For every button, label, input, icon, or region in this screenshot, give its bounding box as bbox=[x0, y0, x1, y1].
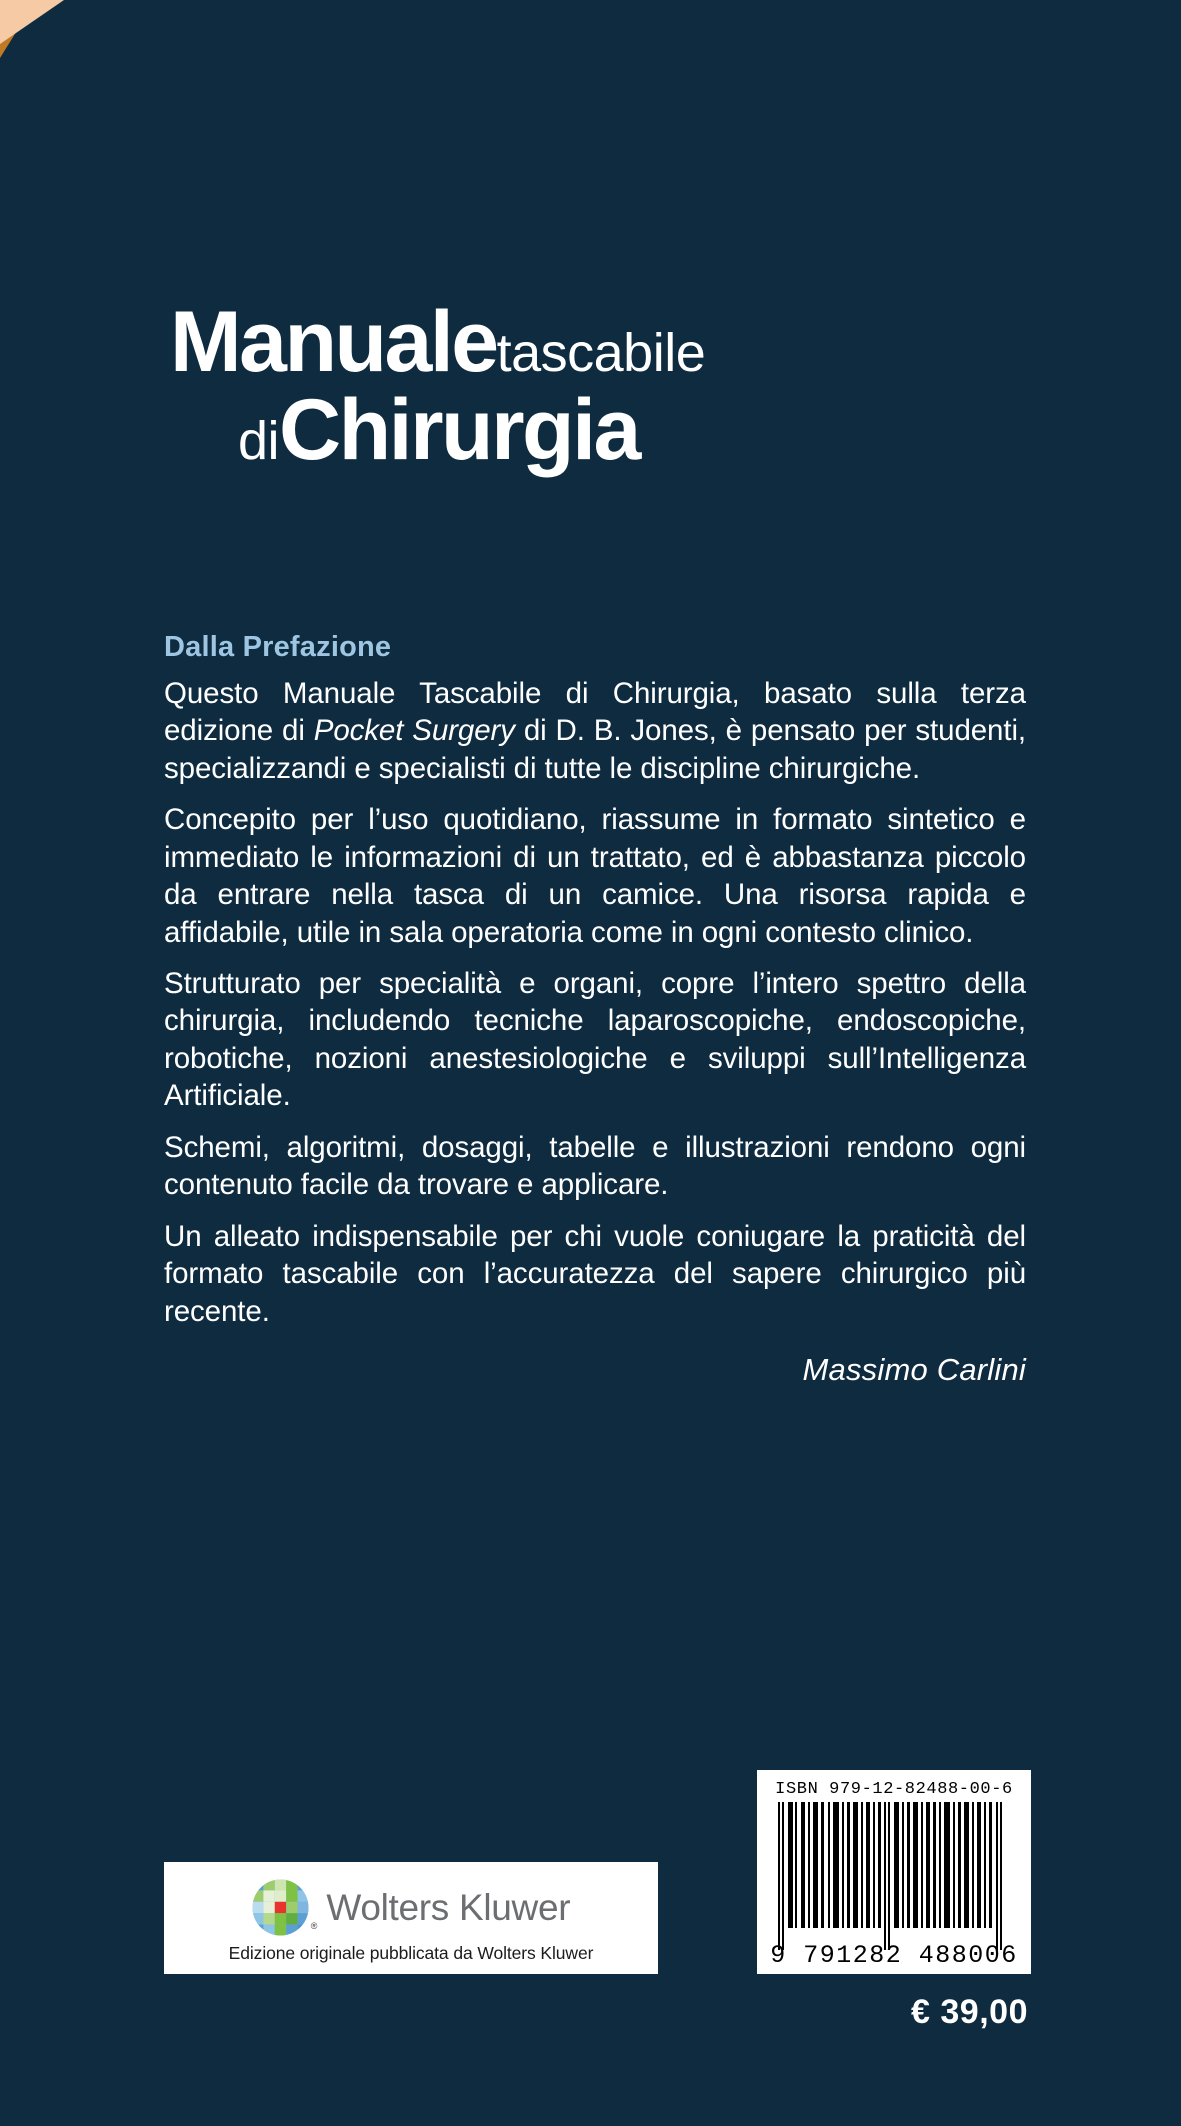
title-word-manuale: Manuale bbox=[170, 294, 497, 390]
publisher-caption: Edizione originale pubblicata da Wolters Kluwer bbox=[228, 1942, 594, 1963]
preface-paragraph-1 bbox=[164, 675, 1026, 787]
isbn-label: ISBN 979-12-82488-00-6 bbox=[775, 1780, 1013, 1799]
title-word-chirurgia: Chirurgia bbox=[279, 382, 639, 479]
publisher-name: Wolters Kluwer bbox=[326, 1887, 571, 1928]
preface-section bbox=[164, 630, 1026, 1388]
price-label: € 39,00 bbox=[911, 1993, 1028, 2031]
publisher-logo-row bbox=[252, 1877, 571, 1939]
preface-paragraph-5: Un alleato indispensabile per chi vuole coniugare la praticità del formato tascabile con l’accuratezza del sapere chirurgico più recente. bbox=[164, 1219, 1026, 1328]
title-line-two bbox=[170, 382, 1030, 479]
preface-paragraph-2: Concepito per l’uso quotidiano, riassume in formato sintetico e immediato le informazioni di un trattato, ed è abbastanza piccolo da entrare nella tasca di un camice. Una risorsa rapida e affidabile, utile in sala operatoria come in ogni contesto clinico. bbox=[164, 803, 1026, 949]
preface-p1-italic-title: Pocket Surgery bbox=[313, 714, 515, 748]
title-line-one bbox=[170, 294, 1030, 390]
preface-p1-after-italic: di D. B. Jones, è pensato per studenti, specializzandi e specialisti di tutte le discipline chirurgiche. bbox=[164, 714, 1027, 785]
book-title bbox=[170, 294, 1030, 479]
corner-fold-peach-triangle bbox=[0, 0, 64, 44]
corner-fold-orange-triangle bbox=[0, 0, 36, 58]
title-word-tascabile: tascabile bbox=[496, 323, 706, 383]
preface-p1-before-italic: Questo Manuale Tascabile di Chirurgia, basato sulla terza edizione di bbox=[164, 676, 1026, 748]
publisher-box bbox=[164, 1862, 658, 1974]
corner-fold-decoration bbox=[0, 0, 64, 58]
preface-signature: Massimo Carlini bbox=[802, 1352, 1026, 1388]
title-word-di: di bbox=[238, 411, 280, 472]
registered-trademark-icon: ® bbox=[310, 1920, 318, 1931]
preface-paragraph-3: Strutturato per specialità e organi, copre l’intero spettro della chirurgia, includendo tecniche laparoscopiche, endoscopiche, robotiche, nozioni anestesiologiche e sviluppi sull’Intelligenza Artificiale. bbox=[164, 966, 1026, 1113]
isbn-barcode bbox=[757, 1770, 1031, 1974]
wolters-kluwer-globe-icon bbox=[252, 1879, 309, 1936]
preface-heading: Dalla Prefazione bbox=[164, 631, 392, 663]
preface-paragraph-4: Schemi, algoritmi, dosaggi, tabelle e illustrazioni rendono ogni contenuto facile da trovare e applicare. bbox=[164, 1130, 1026, 1202]
barcode-digits: 9 791282 488006 bbox=[770, 1941, 1018, 1970]
